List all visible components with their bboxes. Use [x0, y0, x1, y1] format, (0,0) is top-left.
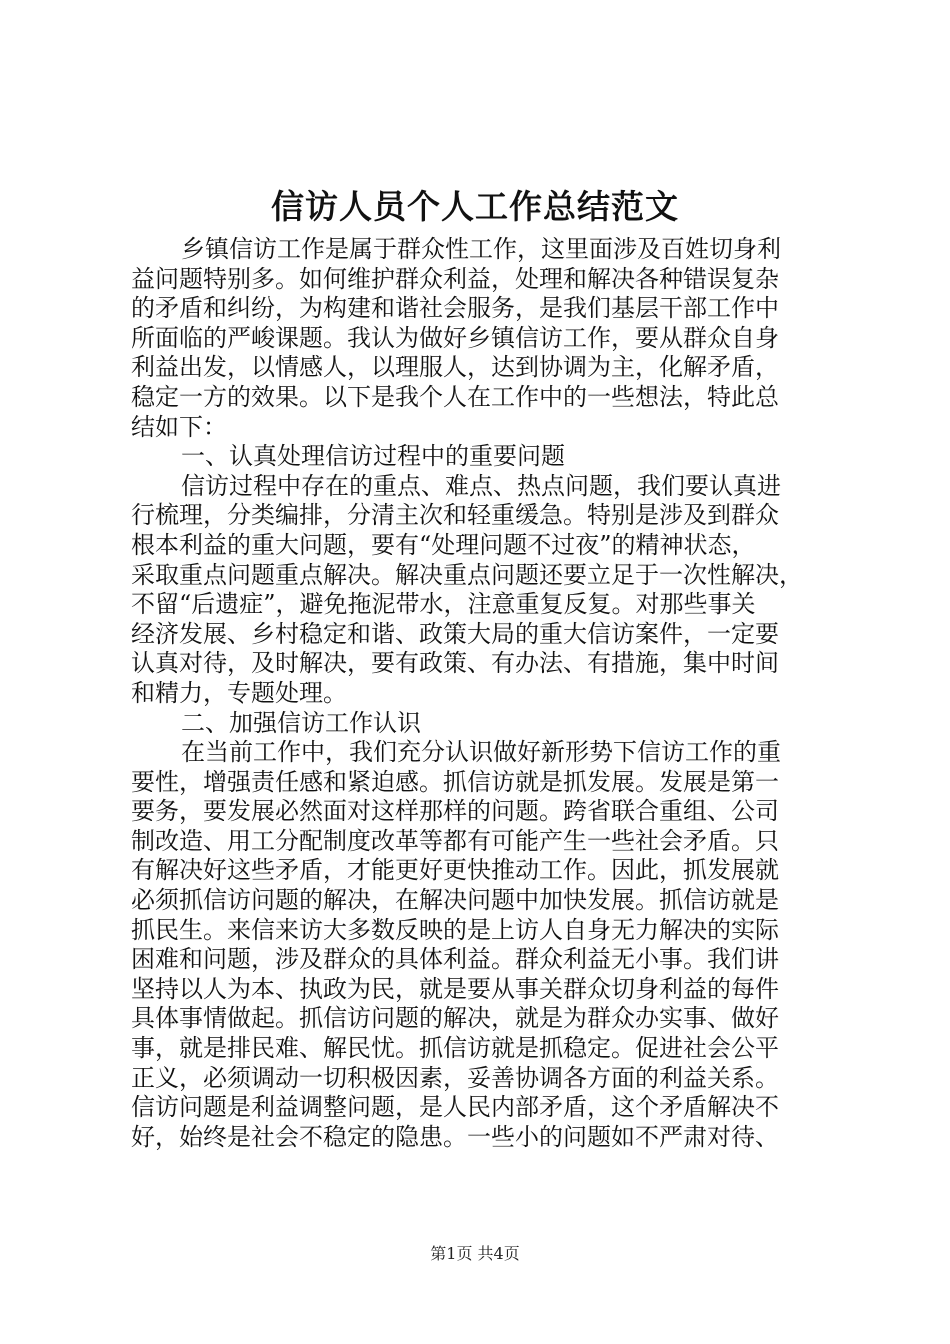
text-line: 信访过程中存在的重点、难点、热点问题，我们要认真进 [181, 471, 781, 500]
text-line: 制改造、用工分配制度改革等都有可能产生一些社会矛盾。只 [131, 826, 779, 855]
document-body [131, 235, 835, 1152]
text-line: 根本利益的重大问题，要有“处理问题不过夜”的精神状态， [131, 530, 756, 559]
text-line: 行梳理，分类编排，分清主次和轻重缓急。特别是涉及到群众 [131, 501, 779, 530]
text-line: 事，就是排民难、解民忧。抓信访就是抓稳定。促进社会公平 [131, 1034, 779, 1063]
text-line: 乡镇信访工作是属于群众性工作，这里面涉及百姓切身利 [181, 235, 781, 263]
text-line: 利益出发，以情感人，以理服人，达到协调为主，化解矛盾， [131, 353, 779, 382]
text-line: 不留“后遗症”，避免拖泥带水，注意重复反复。对那些事关 [131, 590, 756, 619]
page-footer: 第1页 共4页 [430, 1244, 520, 1263]
text-line: 结如下： [131, 412, 227, 441]
text-line: 所面临的严峻课题。我认为做好乡镇信访工作，要从群众自身 [131, 323, 779, 352]
text-line: 采取重点问题重点解决。解决重点问题还要立足于一次性解决， [131, 560, 803, 589]
text-line: 二、加强信访工作认识 [181, 708, 421, 737]
text-line: 在当前工作中，我们充分认识做好新形势下信访工作的重 [181, 738, 781, 767]
text-line: 稳定一方的效果。以下是我个人在工作中的一些想法，特此总 [131, 382, 779, 411]
text-line: 经济发展、乡村稳定和谐、政策大局的重大信访案件，一定要 [131, 619, 779, 648]
text-line: 的矛盾和纠纷，为构建和谐社会服务，是我们基层干部工作中 [131, 294, 779, 323]
text-line: 要性，增强责任感和紧迫感。抓信访就是抓发展。发展是第一 [131, 767, 779, 796]
text-line: 有解决好这些矛盾，才能更好更快推动工作。因此，抓发展就 [131, 856, 779, 885]
text-line: 要务，要发展必然面对这样那样的问题。跨省联合重组、公司 [131, 797, 779, 826]
text-line: 抓民生。来信来访大多数反映的是上访人自身无力解决的实际 [131, 915, 779, 944]
text-line: 困难和问题，涉及群众的具体利益。群众利益无小事。我们讲 [131, 945, 779, 974]
text-line: 一、认真处理信访过程中的重要问题 [181, 442, 565, 471]
text-line: 信访问题是利益调整问题，是人民内部矛盾，这个矛盾解决不 [131, 1093, 779, 1122]
text-line: 和精力，专题处理。 [131, 678, 347, 707]
text-line: 具体事情做起。抓信访问题的解决，就是为群众办实事、做好 [131, 1004, 779, 1033]
text-line: 必须抓信访问题的解决，在解决问题中加快发展。抓信访就是 [131, 886, 779, 915]
text-line: 益问题特别多。如何维护群众利益，处理和解决各种错误复杂 [131, 264, 779, 293]
text-line: 正义，必须调动一切积极因素，妥善协调各方面的利益关系。 [131, 1063, 779, 1092]
page-title: 信访人员个人工作总结范文 [271, 187, 679, 226]
text-line: 坚持以人为本、执政为民，就是要从事关群众切身利益的每件 [131, 974, 779, 1003]
text-line: 认真对待，及时解决，要有政策、有办法、有措施，集中时间 [131, 649, 779, 678]
text-line: 好，始终是社会不稳定的隐患。一些小的问题如不严肃对待、 [131, 1122, 779, 1151]
